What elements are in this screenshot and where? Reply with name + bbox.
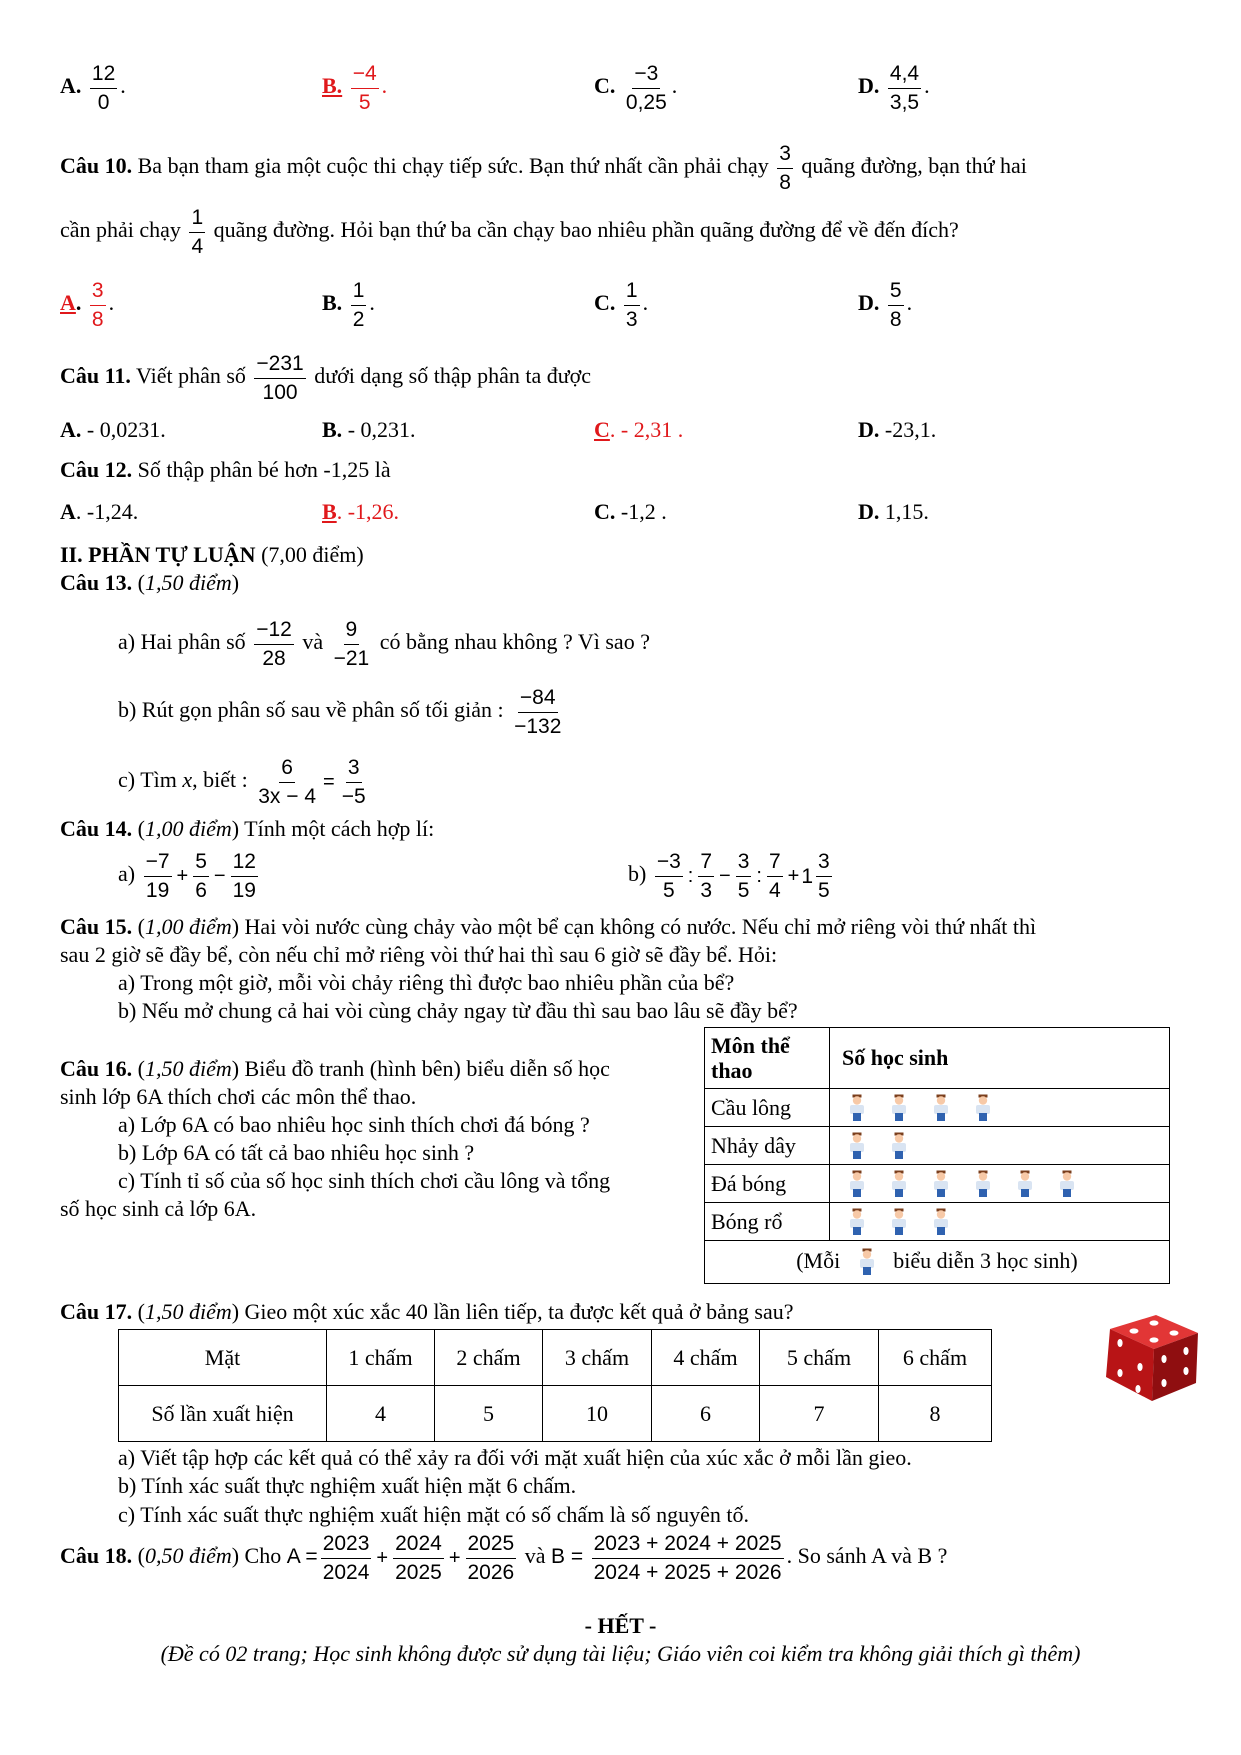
q17-heading: Câu 17. (1,50 điểm) Gieo một xúc xắc 40 lần liên tiếp, ta được kết quả ở bảng sau?	[60, 1299, 794, 1324]
end-mark: - HẾT -	[584, 1613, 657, 1638]
q13-heading: Câu 13. (1,50 điểm)	[60, 570, 240, 595]
student-icon	[932, 1170, 950, 1198]
pictograph-row: Đá bóng	[705, 1165, 1170, 1203]
student-icon	[848, 1132, 866, 1160]
q15-line1: Câu 15. (1,00 điểm) Hai vòi nước cùng chảy vào một bể cạn không có nước. Nếu chỉ mở riêng vòi thứ nhất thì	[60, 914, 1037, 939]
q10-option-c: C. $\frac{1}{3}$ .	[594, 279, 649, 331]
q14-heading: Câu 14. (1,00 điểm) Tính một cách hợp lí:	[60, 816, 435, 841]
q11-option-b: B. - 0,231.	[322, 417, 416, 442]
q15-a: a) Trong một giờ, mỗi vòi chảy riêng thì được bao nhiêu phần của bể?	[118, 970, 735, 995]
q10-option-a: A. $\frac{3}{8}$ .	[60, 279, 115, 331]
q12-stem: Câu 12. Số thập phân bé hơn -1,25 là	[60, 457, 391, 482]
part2-heading: II. PHẦN TỰ LUẬN (7,00 điểm)	[60, 542, 364, 567]
student-icon	[890, 1170, 908, 1198]
q12-option-b: B. -1,26.	[322, 499, 400, 524]
q11-option-a: A. - 0,0231.	[60, 417, 166, 442]
dice-icon	[1098, 1307, 1208, 1407]
q18: Câu 18. (0,50 điểm) Cho A = $\frac{2023}{2024}$ + $\frac{2024}{2025}$ + $\frac{2025}{2026}$ và B = $\frac{2023 + 2024 + 2025}{2024 + 2025 + 2026}$ . So sánh A và B ?	[60, 1532, 948, 1584]
q9-option-a: A. $\frac{12}{0}$ .	[60, 62, 126, 114]
q16-c-cont: số học sinh cả lớp 6A.	[60, 1196, 257, 1221]
dice-results-table	[118, 1329, 992, 1442]
q16-b: b) Lớp 6A có tất cả bao nhiêu học sinh ?	[118, 1140, 475, 1165]
q11-option-c: C. - 2,31 .	[594, 417, 684, 442]
pictograph-legend: (Mỗi biểu diễn 3 học sinh)	[705, 1241, 1170, 1284]
q10-option-b: B. $\frac{1}{2}$ .	[322, 279, 375, 331]
pictograph-table	[704, 1027, 1170, 1284]
q14-a: a) $\frac{-7}{19}$ + $\frac{5}{6}$ − $\frac{12}{19}$	[118, 850, 256, 902]
q17-c: c) Tính xác suất thực nghiệm xuất hiện mặt có số chấm là số nguyên tố.	[118, 1502, 750, 1527]
q16-c: c) Tính tỉ số của số học sinh thích chơi cầu lông và tổng	[118, 1168, 611, 1193]
q9-option-c: C. $\frac{-3}{0,25}$ .	[594, 62, 678, 114]
pictograph-row: Nhảy dây	[705, 1127, 1170, 1165]
student-icon	[890, 1094, 908, 1122]
q17-a: a) Viết tập hợp các kết quả có thể xảy ra đối với mặt xuất hiện của xúc xắc ở mỗi lần gieo.	[118, 1445, 912, 1470]
pictograph-row: Bóng rổ	[705, 1203, 1170, 1241]
q16-line1: Câu 16. (1,50 điểm) Biểu đồ tranh (hình bên) biểu diễn số học	[60, 1056, 610, 1081]
q16-a: a) Lớp 6A có bao nhiêu học sinh thích chơi đá bóng ?	[118, 1112, 590, 1137]
student-icon	[890, 1208, 908, 1236]
q16-line2: sinh lớp 6A thích chơi các môn thể thao.	[60, 1084, 417, 1109]
q11-option-d: D. -23,1.	[858, 417, 937, 442]
student-icon	[848, 1094, 866, 1122]
student-icon	[932, 1094, 950, 1122]
q11-stem: Câu 11. Viết phân số $\frac{-231}{100}$ dưới dạng số thập phân ta được	[60, 352, 592, 404]
q9-option-b: B. $\frac{-4}{5}$ .	[322, 62, 388, 114]
q12-option-c: C. -1,2 .	[594, 499, 667, 524]
q15-b: b) Nếu mở chung cả hai vòi cùng chảy ngay từ đầu thì sau bao lâu sẽ đầy bể?	[118, 998, 798, 1023]
q12-option-a: A. -1,24.	[60, 499, 139, 524]
q10-line1: Câu 10. Ba bạn tham gia một cuộc thi chạy tiếp sức. Bạn thứ nhất cần phải chạy $\frac{3}{8}$ quãng đường, bạn thứ hai	[60, 142, 1027, 194]
student-icon	[858, 1248, 876, 1276]
student-icon	[848, 1208, 866, 1236]
q10-line2: cần phải chạy $\frac{1}{4}$ quãng đường. Hỏi bạn thứ ba cần chạy bao nhiêu phần quãng đường để về đến đích?	[60, 206, 959, 258]
q14-b: b) $\frac{-3}{5}$ : $\frac{7}{3}$ − $\frac{3}{5}$ : $\frac{7}{4}$ + 1 $\frac{3}{5}$	[628, 850, 830, 902]
student-icon	[974, 1170, 992, 1198]
q10-option-d: D. $\frac{5}{8}$ .	[858, 279, 913, 331]
q13-c: c) Tìm x, biết : $\frac{6}{3x - 4}$ = $\frac{3}{-5}$	[118, 756, 366, 808]
q12-option-d: D. 1,15.	[858, 499, 929, 524]
dice-table-row: Số lần xuất hiện 4 5 10 6 7 8	[119, 1386, 992, 1442]
q17-b: b) Tính xác suất thực nghiệm xuất hiện mặt 6 chấm.	[118, 1473, 577, 1498]
q13-b: b) Rút gọn phân số sau về phân số tối giản : $\frac{-84}{-132}$	[118, 686, 562, 738]
q13-a: a) Hai phân số $\frac{-12}{28}$ và $\frac{9}{-21}$ có bằng nhau không ? Vì sao ?	[118, 618, 650, 670]
student-icon	[1058, 1170, 1076, 1198]
pictograph-row: Cầu lông	[705, 1089, 1170, 1127]
footer-note: (Đề có 02 trang; Học sinh không được sử dụng tài liệu; Giáo viên coi kiểm tra không giải thích gì thêm)	[160, 1641, 1081, 1666]
student-icon	[1016, 1170, 1034, 1198]
q9-option-d: D. $\frac{4,4}{3,5}$ .	[858, 62, 930, 114]
q15-line2: sau 2 giờ sẽ đầy bể, còn nếu chỉ mở riêng vòi thứ hai thì sau 6 giờ sẽ đầy bể. Hỏi:	[60, 942, 778, 967]
student-icon	[932, 1208, 950, 1236]
student-icon	[848, 1170, 866, 1198]
pictograph-header: Môn thể thao Số học sinh	[705, 1028, 1170, 1089]
student-icon	[974, 1094, 992, 1122]
dice-table-header: Mặt 1 chấm 2 chấm 3 chấm 4 chấm 5 chấm 6 chấm	[119, 1330, 992, 1386]
student-icon	[890, 1132, 908, 1160]
